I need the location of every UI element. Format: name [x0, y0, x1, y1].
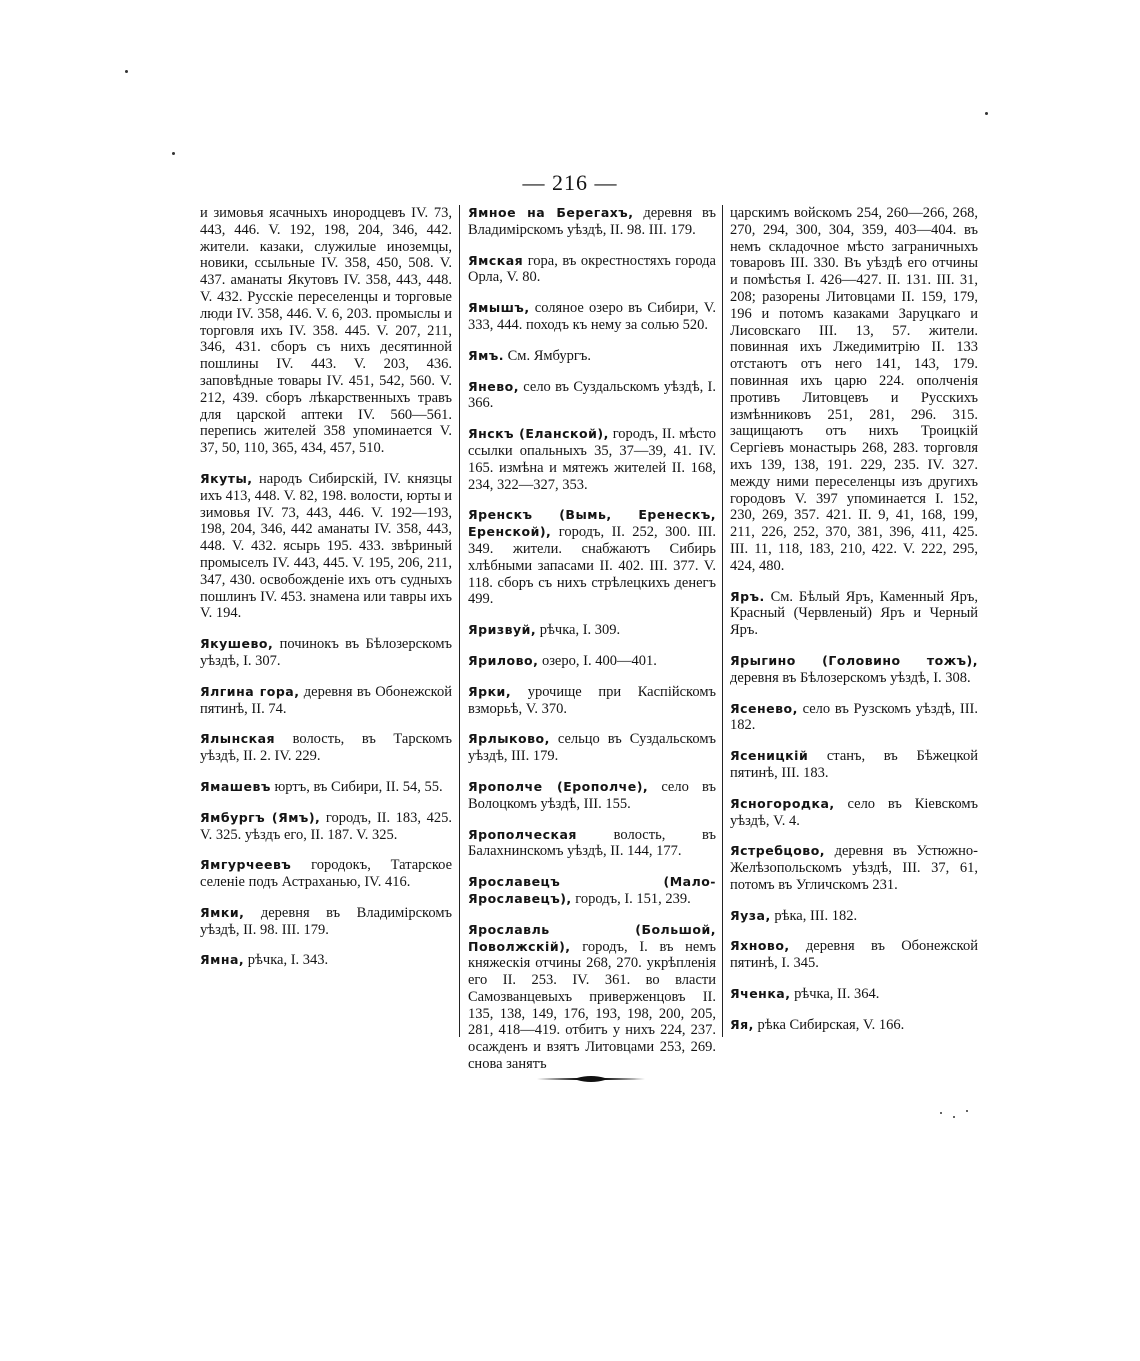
index-entry	[468, 300, 716, 334]
index-entry	[730, 701, 978, 735]
entry-headword: Ямгурчеевъ	[200, 857, 292, 873]
index-entry	[730, 938, 978, 972]
entry-headword: Ялгина гора,	[200, 683, 300, 699]
index-column-2	[468, 205, 716, 1087]
scan-speck	[985, 112, 988, 115]
entry-text: деревня въ Владимірскомъ уѣздѣ, II. 98. III. 179.	[200, 904, 452, 938]
entry-headword: Ярополче (Ерополче),	[468, 778, 649, 794]
index-entry	[730, 589, 978, 639]
entry-text: городъ, II. 183, 425. V. 325. уѣздъ его, II. 187. V. 325.	[200, 809, 452, 843]
entry-text: См. Ямбургъ.	[503, 347, 591, 364]
index-entry	[468, 426, 716, 493]
entry-text: село въ Кіевскомъ уѣздѣ, V. 4.	[730, 795, 978, 829]
entry-headword: Ярлыково,	[468, 731, 550, 747]
entry-text: село въ Рузскомъ уѣздѣ, III. 182.	[730, 700, 978, 734]
entry-headword: Яхново,	[730, 938, 790, 954]
index-entry	[468, 922, 716, 1073]
scan-speck	[940, 1112, 942, 1114]
entry-text: рѣка Сибирская, V. 166.	[753, 1016, 905, 1033]
entry-headword: Яченка,	[730, 986, 791, 1002]
scan-speck	[125, 70, 128, 73]
index-entry	[468, 205, 716, 239]
index-entry	[468, 874, 716, 908]
entry-text: деревня въ Бѣлозерскомъ уѣздѣ, I. 308.	[730, 669, 971, 686]
entry-headword: Ярославль (Большой, Поволжскій),	[468, 921, 716, 954]
entry-text: юртъ, въ Сибири, II. 54, 55.	[270, 778, 443, 795]
index-entry	[730, 748, 978, 782]
entry-headword: Яризвуй,	[468, 622, 537, 638]
entry-headword: Ямъ.	[468, 347, 504, 363]
index-entry	[200, 779, 452, 796]
entry-headword: Якуты,	[200, 470, 253, 486]
entry-text: деревня въ Обонежской пятинѣ, II. 74.	[200, 683, 452, 717]
entry-headword: Якушево,	[200, 636, 274, 652]
index-entry	[730, 843, 978, 893]
index-entry	[468, 348, 716, 365]
entry-text: деревня въ Владимірскомъ уѣздѣ, II. 98. III. 179.	[468, 205, 716, 238]
entry-text: рѣчка, II. 364.	[790, 986, 880, 1003]
entry-headword: Ярилово,	[468, 652, 539, 668]
entry-headword: Ямская	[468, 252, 524, 268]
entry-text: волость, въ Тарскомъ уѣздѣ, II. 2. IV. 229.	[200, 731, 452, 765]
index-entry	[200, 810, 452, 844]
page-number: — 216 —	[522, 170, 618, 195]
entry-text: село въ Волоцкомъ уѣздѣ, III. 155.	[468, 778, 716, 812]
index-entry	[200, 684, 452, 718]
index-entry	[468, 622, 716, 639]
scan-speck	[172, 152, 175, 155]
entry-text: село въ Суздальскомъ уѣздѣ, I. 366.	[468, 378, 716, 412]
entry-text: народъ Сибирскій, IV. князцы ихъ 413, 448. V. 82, 198. волости, юрты и зимовья IV. 73, 443, 446. V. 192—193, 198, 204, 346, 442 аманаты IV. 358, 443, 448. V. 432. ясырь 195. 433. звѣриный промыселъ IV. 443, 445. V. 195, 206, 211, 347, 430. освобожденіе ихъ отъ судныхъ пошлинъ IV. 453. знамена или тавры ихъ V. 194.	[200, 470, 452, 622]
column-divider	[722, 205, 723, 1037]
entry-text: урочище при Каспійскомъ взморьѣ, V. 370.	[468, 683, 716, 717]
entry-headword: Ясногородка,	[730, 795, 835, 811]
entry-headword: Ястребцово,	[730, 843, 826, 859]
entry-headword: Ярки,	[468, 683, 512, 699]
entry-text: станъ, въ Бѣжецкой пятинѣ, III. 183.	[730, 748, 978, 781]
index-entry	[200, 731, 452, 765]
entry-text: царскимъ войскомъ 254, 260—266, 268, 270, 294, 300, 304, 359, 403—404. въ немъ складочное мѣсто заграничныхъ товаровъ III. 330. Въ уѣздѣ его отчины и помѣстья I. 426—427. II. 131. III. 31, 208; разорены Литовцами II. 159, 179, 196 и потомъ казаками Заруцкаго и Лисовскаго III. 13, 57. жители. повинная ихъ Лжедимитрію II. 133 отстаютъ отъ него 141, 143, 179. повинная ихъ царю 224. ополченія противъ Литовцевъ и Русскихъ измѣнниковъ 251, 281, 296. 315. защищаютъ отъ нихъ Троицкій Сергіевъ монастырь 268, 283. торговля ихъ 139, 138, 191. 229, 235. IV. 327. между ними переселенцы изъ другихъ городовъ V. 397 упоминается I. 152, 230, 269, 357. 421. II. 9, 41, 168, 199, 211, 226, 252, 370, 381, 396, 411, 425. III. 11, 118, 183, 210, 422. V. 222, 295, 424, 480.	[730, 205, 978, 574]
index-entry	[200, 636, 452, 670]
entry-text: См. Бѣлый Яръ, Каменный Яръ, Красный (Червленый) Яръ и Черный Яръ.	[730, 588, 978, 639]
entry-text: волость, въ Балахнинскомъ уѣздѣ, II. 144, 177.	[468, 826, 716, 860]
index-column-3	[730, 205, 978, 1048]
entry-headword: Яуза,	[730, 907, 771, 923]
entry-headword: Яренскъ (Вымь, Еренескъ, Еренской),	[468, 507, 716, 540]
index-entry	[468, 827, 716, 861]
entry-text: городъ, II. мѣсто ссылки опальныхъ 35, 37—39, 41. IV. 165. измѣна и мятежъ жителей II. 168, 234, 322—327, 353.	[468, 426, 716, 493]
entry-headword: Ярыгино (Головино тожъ),	[730, 652, 978, 668]
scan-speck	[966, 1110, 968, 1112]
index-entry	[468, 507, 716, 608]
index-entry	[200, 952, 452, 969]
entry-headword: Ямное на Берегахъ,	[468, 205, 634, 220]
scan-speck	[953, 1116, 955, 1118]
index-entry	[200, 471, 452, 622]
index-entry	[468, 379, 716, 413]
entry-text: озеро, I. 400—401.	[538, 652, 657, 669]
index-entry	[468, 779, 716, 813]
entry-text: рѣчка, I. 343.	[244, 952, 329, 969]
entry-headword: Ялынская	[200, 731, 276, 747]
entry-headword: Янево,	[468, 378, 519, 394]
index-entry	[468, 253, 716, 287]
entry-text: городокъ, Татарское селеніе подъ Астраханью, IV. 416.	[200, 857, 452, 891]
index-entry	[730, 908, 978, 925]
entry-headword: Ямышъ,	[468, 300, 530, 316]
entry-headword: Ясеницкій	[730, 748, 809, 764]
entry-text: сельцо въ Суздальскомъ уѣздѣ, III. 179.	[468, 731, 716, 765]
entry-text: гора, въ окрестностяхъ города Орла, V. 80.	[468, 252, 716, 286]
entry-text: соляное озеро въ Сибири, V. 333, 444. походъ къ нему за солью 520.	[468, 300, 716, 333]
entry-text: городъ, I. въ немъ княжескія отчины 268, 270. укрѣпленія его II. 253. IV. 361. во власти Самозванцевыхъ приверженцовъ II. 135, 138, 149, 176, 193, 198, 200, 205, 281, 418—419. отбитъ у нихъ 224, 237. осажденъ и взятъ Литовцами 253, 269. снова занятъ	[468, 938, 716, 1073]
index-entry	[730, 1017, 978, 1034]
index-entry	[730, 796, 978, 830]
entry-text: починокъ въ Бѣлозерскомъ уѣздѣ, I. 307.	[200, 636, 452, 669]
entry-headword: Ямки,	[200, 904, 245, 920]
index-entry	[468, 731, 716, 765]
entry-headword: Ясенево,	[730, 700, 798, 716]
entry-text: и зимовья ясачныхъ инородцевъ IV. 73, 443, 446. V. 192, 198, 204, 346, 442. жители. казаки, служилые иноземцы, новики, ссыльные IV. 358, 450, 508. V. 437. аманаты Якутовъ IV. 358, 443, 448. V. 432. Русскіе переселенцы и торговые люди IV. 358, 446. V. 6, 203. промыслы и торговля ихъ IV. 358. 445. V. 207, 211, 346, 431. сборъ съ нихъ десятинной пошлины IV. 443. V. 203, 436. заповѣдные товары IV. 451, 542, 560. V. 212, 439. сборъ лѣкарственныхъ травъ для царской аптеки IV. 560—561. перепись жителей 358 упоминается V. 37, 50, 110, 365, 434, 457, 510.	[200, 205, 452, 457]
index-entry	[200, 905, 452, 939]
entry-headword: Ямна,	[200, 952, 245, 968]
entry-headword: Яръ.	[730, 588, 765, 604]
index-entry	[730, 205, 978, 575]
entry-text: городъ, II. 252, 300. III. 349. жители. снабжаютъ Сибирь хлѣбными запасами II. 402. III. 377. V. 118. сборъ съ нихъ стрѣлецкихъ денегъ 499.	[468, 524, 716, 608]
entry-headword: Ямбургъ (Ямъ),	[200, 809, 321, 825]
index-entry	[730, 653, 978, 687]
index-column-1	[200, 205, 452, 983]
column-divider	[459, 205, 460, 1037]
entry-headword: Ярославецъ (Мало-Ярославецъ),	[468, 874, 716, 906]
entry-headword: Ямашевъ	[200, 778, 271, 794]
entry-text: рѣчка, I. 309.	[536, 622, 621, 639]
entry-text: деревня въ Устюжно-Желѣзопольскомъ уѣздѣ, III. 37, 61, потомъ въ Угличскомъ 231.	[730, 843, 978, 893]
entry-headword: Ярополческая	[468, 826, 577, 842]
end-ornament	[537, 1073, 645, 1085]
entry-text: рѣка, III. 182.	[770, 907, 858, 924]
index-entry	[730, 986, 978, 1003]
index-entry	[200, 205, 452, 457]
index-entry	[200, 857, 452, 891]
entry-text: городъ, I. 151, 239.	[571, 890, 691, 907]
index-entry	[468, 653, 716, 670]
entry-headword: Яя,	[730, 1016, 754, 1032]
entry-headword: Янскъ (Еланской),	[468, 426, 609, 442]
index-entry	[468, 684, 716, 718]
entry-text: деревня въ Обонежской пятинѣ, I. 345.	[730, 938, 978, 972]
